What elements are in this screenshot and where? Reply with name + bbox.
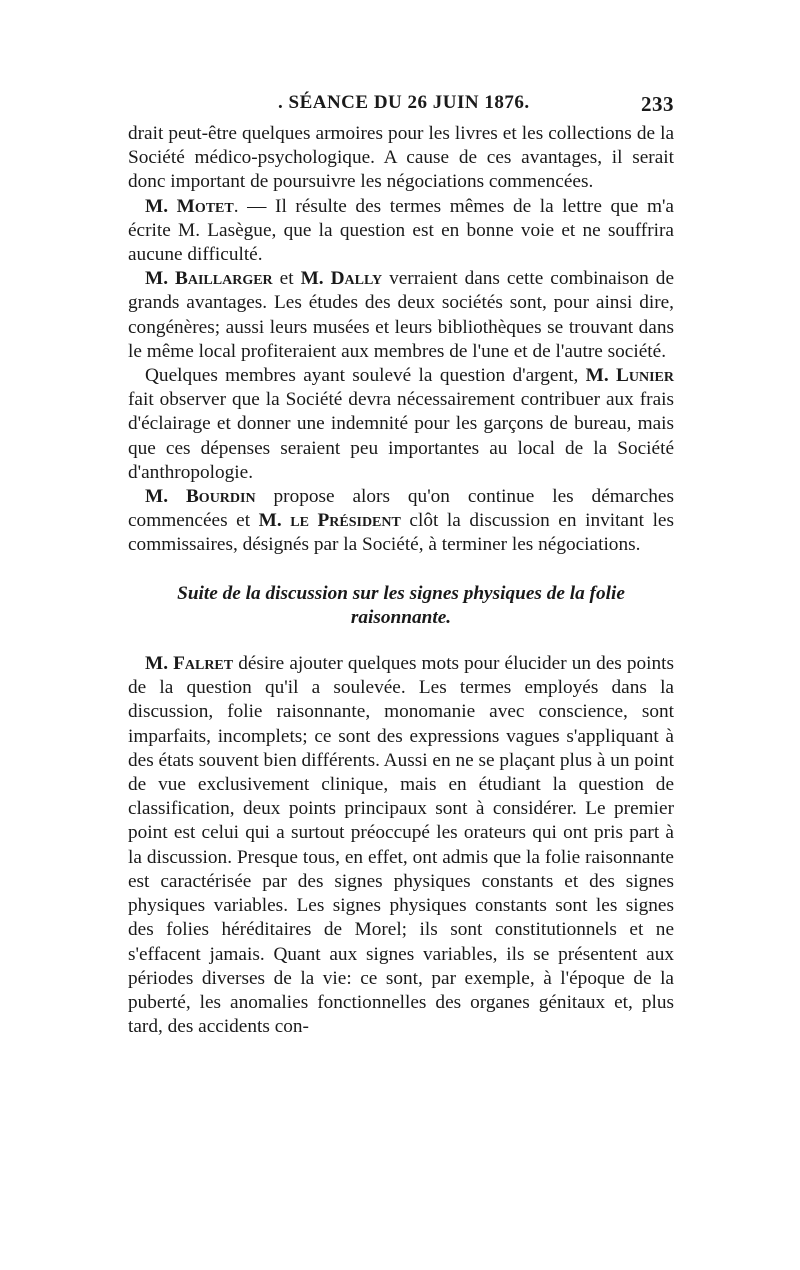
speaker-lunier: M. Lunier [585,365,674,387]
paragraph-2-text: . — Il résulte des termes mêmes de la lettre que m'a écrite M. Lasègue, que la question est en bonne voie et ne souffrira aucune difficulté. [128,195,674,266]
speaker-baillarger: M. Baillarger [145,268,273,290]
speaker-dally: M. Dally [300,268,383,290]
page-number: 233 [641,92,674,116]
section-title-line-1: Suite de la discussion sur les signes physiques de la folie [177,582,625,604]
section-title [128,582,674,630]
speaker-falret: M. Falret [145,653,234,675]
speaker-president: M. le Président [258,510,401,532]
paragraph-3-text: verraient dans cette combinaison de grands avantages. Les études des deux sociétés sont, pour ainsi dire, congénères; aussi leurs musées et leurs bibliothèques se trouvant dans le même local profiteraient aux membres de l'une et de l'autre société. [128,268,675,362]
paragraph-6 [128,652,674,1039]
paragraph-4-text-after: fait observer que la Société devra nécessairement contribuer aux frais d'éclairage et donner une indemnité pour les garçons de bureau, mais que ces dépenses seraient peu importantes au local de la Société d'anthropologie. [128,389,674,483]
paragraph-4 [128,364,674,485]
paragraph-3 [128,267,674,364]
running-title: . SÉANCE DU 26 JUIN 1876. [278,92,530,113]
paragraph-2 [128,195,674,268]
running-head [128,92,674,122]
book-page [128,92,674,1039]
paragraph-3-conjunction: et [272,268,301,290]
paragraph-1 [128,122,674,195]
paragraph-5-text-after: clôt la discussion en invitant les commissaires, désignés par la Société, à terminer les négociations. [128,510,674,556]
speaker-motet: M. Motet [145,195,234,217]
speaker-bourdin: M. Bourdin [145,486,256,508]
paragraph-1-text: drait peut-être quelques armoires pour les livres et les collections de la Société médico-psychologique. A cause de ces avantages, il serait donc important de poursuivre les négociations commencées. [128,123,674,193]
paragraph-5-text-mid: propose alors qu'on continue les démarches commencées et [128,486,674,532]
paragraph-5 [128,485,674,558]
section-title-line-2: raisonnante. [350,606,452,628]
paragraph-4-text-before: Quelques membres ayant soulevé la question d'argent, [145,365,586,387]
paragraph-6-text: désire ajouter quelques mots pour élucider un des points de la question qu'il a soulevée. Les termes employés dans la discussion, folie raisonnante, monomanie avec conscience, sont imparfaits, incomplets; ce sont des expressions vagues s'appliquant à des états souvent bien différents. Aussi en ne se plaçant plus à un point de vue exclusivement clinique, mais en étudiant la question de classification, deux points principaux sont à considérer. Le premier point est celui qui a surtout préoccupé les orateurs qui ont pris part à la discussion. Presque tous, en effet, ont admis que la folie raisonnante est caractérisée par des signes physiques constants et des signes physiques variables. Les signes physiques constants sont les signes des folies héréditaires de Morel; ils sont constitutionnels et ne s'effacent jamais. Quant aux signes variables, ils se présentent aux périodes diverses de la vie: ce sont, par exemple, à l'époque de la puberté, les anomalies fonctionnelles des organes génitaux et, plus tard, des accidents con- [128,653,675,1038]
